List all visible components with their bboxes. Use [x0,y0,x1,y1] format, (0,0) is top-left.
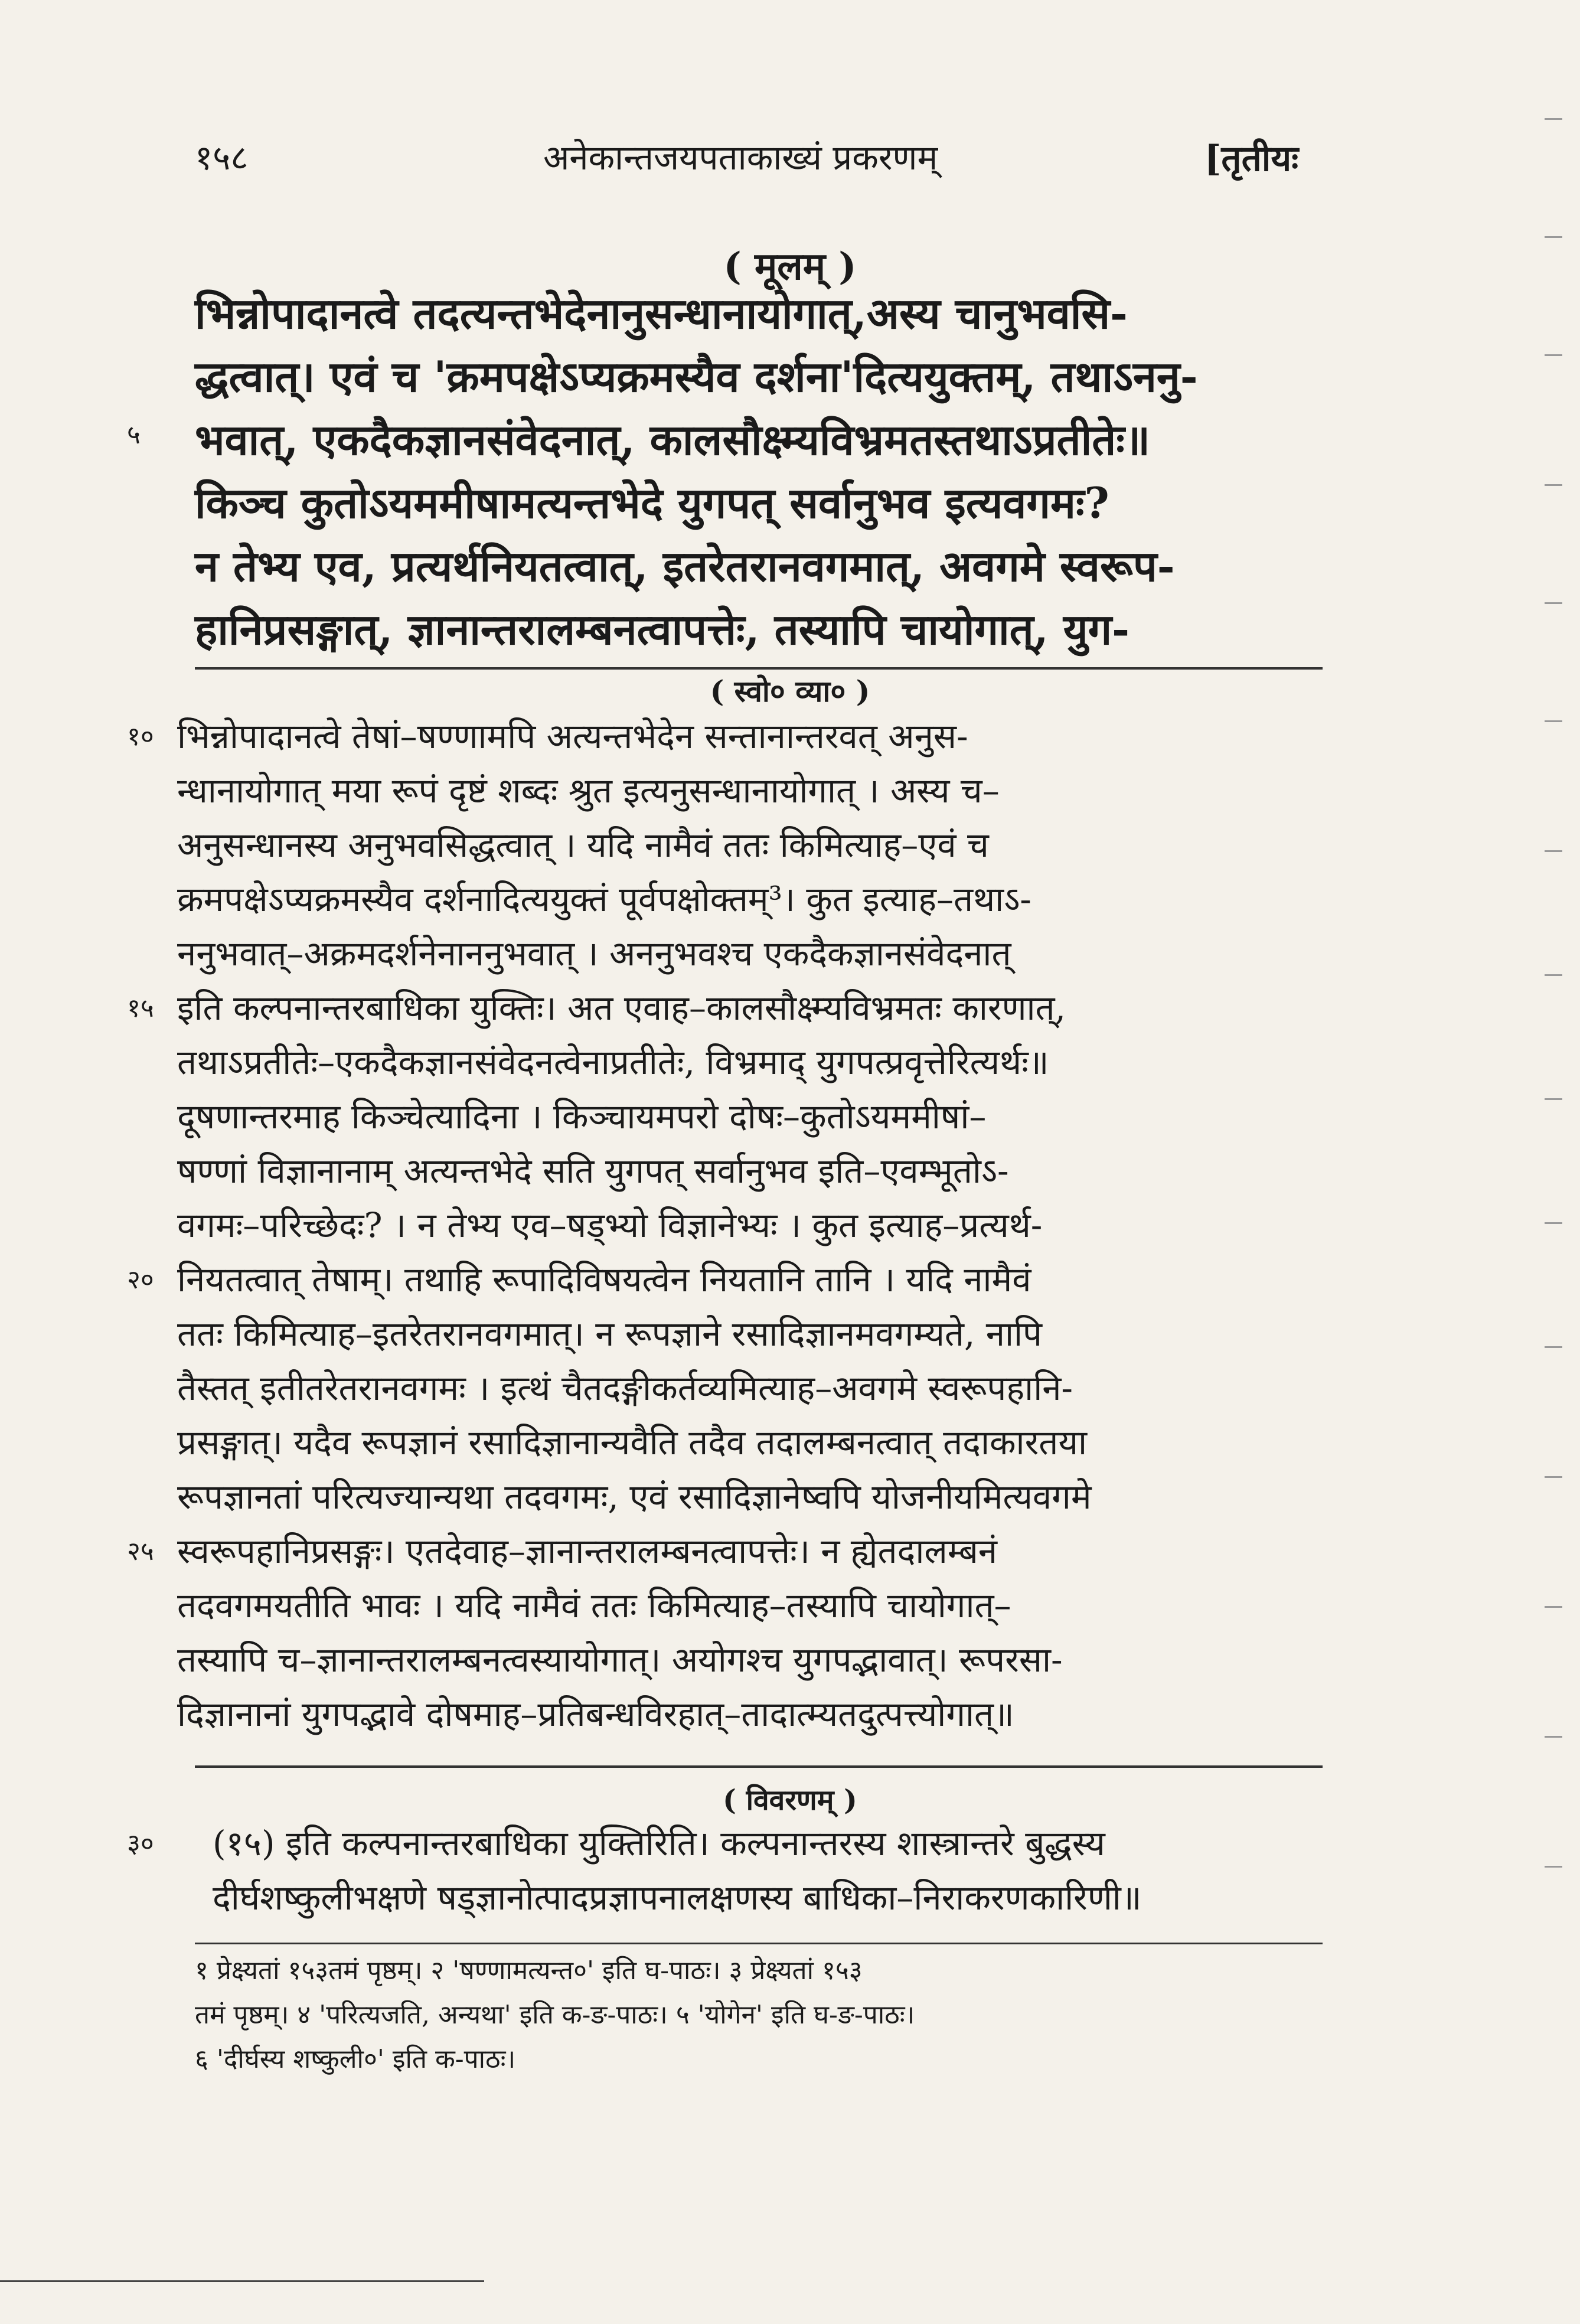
line-text: भिन्नोपादानत्वे तेषां–षण्णामपि अत्यन्तभेदेन सन्तानान्तरवत् अनुस- [177,716,968,756]
line-text: दीर्घशष्कुलीभक्षणे षड्ज्ञानोत्पादप्रज्ञापनालक्षणस्य बाधिका–निराकरणकारिणी॥ [213,1878,1142,1918]
line-text: द्धत्वात्। एवं च 'क्रमपक्षेऽप्यक्रमस्यैव दर्शना'दित्ययुक्तम्, तथाऽननु- [195,351,1198,402]
line-text: तस्यापि च–ज्ञानान्तरालम्बनत्वस्यायोगात्। अयोगश्च युगपद्भावात्। रूपरसा- [177,1640,1063,1680]
scan-bottom-edge [0,2280,484,2282]
vyakhya-bottom-rule [195,1765,1323,1768]
running-section: [तृतीयः [1204,138,1299,179]
line-text: दिज्ञानानां युगपद्भावे दोषमाह–प्रतिबन्धविरहात्–तादात्म्यतदुत्पत्त्योगात्॥ [177,1694,1014,1734]
footnote-rule [195,1943,1323,1944]
line-text: ततः किमित्याह–इतरेतरानवगमात्। न रूपज्ञाने रसादिज्ञानमवगम्यते, नापि [177,1314,1042,1354]
line-text: दूषणान्तरमाह किञ्चेत्यादिना । किञ्चायमपरो दोषः–कुतोऽयममीषां– [177,1096,987,1137]
vivarana-heading: ( विवरणम् ) [723,1784,857,1817]
footnote-text: तमं पृष्ठम्। ४ 'परित्यजति, अन्यथा' इति क-ङ-पाठः। ५ 'योगेन' इति घ-ङ-पाठः। [195,2000,915,2030]
mula-line [0,599,1580,670]
line-text: न्धानायोगात् मया रूपं दृष्टं शब्दः श्रुत इत्यनुसन्धानायोगात् । अस्य च– [177,771,1000,811]
vyakhya-heading: ( स्वो० व्या० ) [710,674,870,709]
line-text: इति कल्पनान्तरबाधिका युक्तिः। अत एवाह–कालसौक्ष्म्यविभ्रमतः कारणात्, [177,988,1066,1028]
footnote-text: ६ 'दीर्घस्य शष्कुली०' इति क-पाठः। [195,2044,516,2074]
line-text: भिन्नोपादानत्वे तदत्यन्तभेदेनानुसन्धानायोगात्,अस्य चानुभवसि- [195,288,1128,338]
running-title: अनेकान्तजयपताकाख्यं प्रकरणम् [543,138,938,178]
mula-line [0,410,1580,481]
line-number: २० [127,1265,154,1295]
footnote-line [0,2040,1580,2111]
mula-line [0,347,1580,417]
line-number: २५ [127,1536,154,1566]
line-text: नियतत्वात् तेषाम्। तथाहि रूपादिविषयत्वेन नियतानि तानि । यदि नामैवं [177,1259,1031,1300]
line-text: (१५) इति कल्पनान्तरबाधिका युक्तिरिति। कल्पनान्तरस्य शास्त्रान्तरे बुद्धस्य [213,1823,1105,1863]
page-number: १५८ [195,138,249,178]
line-text: तदवगमयतीति भावः । यदि नामैवं ततः किमित्याह–तस्यापि चायोगात्– [177,1585,1011,1626]
line-text: प्रसङ्गात्। यदैव रूपज्ञानं रसादिज्ञानान्यवैति तदैव तदालम्बनत्वात् तदाकारतया [177,1422,1088,1463]
line-text: वगमः–परिच्छेदः? । न तेभ्य एव–षड्भ्यो विज्ञानेभ्यः । कुत इत्याह–प्रत्यर्थ- [177,1205,1043,1245]
line-text: रूपज्ञानतां परित्यज्यान्यथा तदवगमः, एवं रसादिज्ञानेष्वपि योजनीयमित्यवगमे [177,1477,1092,1517]
vivarana-line [0,1873,1580,1944]
line-text: क्रमपक्षेऽप्यक्रमस्यैव दर्शनादित्ययुक्तं पूर्वपक्षोक्तम्³। कुत इत्याह–तथाऽ- [177,879,1031,919]
line-text: स्वरूपहानिप्रसङ्गः। एतदेवाह–ज्ञानान्तरालम्बनत्वापत्तेः। न ह्येतदालम्बनं [177,1531,997,1571]
line-text: तथाऽप्रतीतेः–एकदैकज्ञानसंवेदनत्वेनाप्रतीतेः, विभ्रमाद् युगपत्प्रवृत्तेरित्यर्थः॥ [177,1042,1049,1082]
line-text: तैस्तत् इतीतरेतरानवगमः । इत्थं चैतदङ्गीकर्तव्यमित्याह–अवगमे स्वरूपहानि- [177,1368,1073,1408]
line-text: किञ्च कुतोऽयममीषामत्यन्तभेदे युगपत् सर्वानुभव इत्यवगमः? [195,478,1109,528]
page-edge-marks [1527,71,1562,1960]
mula-bottom-rule [195,667,1323,670]
vyakhya-line [0,1689,1580,1760]
line-text: षण्णां विज्ञानानाम् अत्यन्तभेदे सति युगपत् सर्वानुभव इति–एवम्भूतोऽ- [177,1151,1009,1191]
line-text: न तेभ्य एव, प्रत्यर्थनियतत्वात्, इतरेतरानवगमात्, अवगमे स्वरूप- [195,541,1175,591]
line-number: १५ [127,993,154,1023]
line-text: भवात्, एकदैकज्ञानसंवेदनात्, कालसौक्ष्म्यविभ्रमतस्तथाऽप्रतीतेः॥ [195,414,1150,465]
mula-heading: ( मूलम् ) [723,244,857,289]
line-number: १० [127,722,154,752]
line-text: हानिप्रसङ्गात्, ज्ञानान्तरालम्बनत्वापत्तेः, तस्यापि चायोगात्, युग- [195,604,1129,654]
line-number: ५ [127,420,141,450]
line-number: ३० [127,1829,154,1859]
mula-line [0,283,1580,354]
line-text: अनुसन्धानस्य अनुभवसिद्धत्वात् । यदि नामैवं ततः किमित्याह–एवं च [177,825,989,865]
mula-line [0,473,1580,544]
mula-line [0,536,1580,607]
line-text: ननुभवात्–अक्रमदर्शनेनाननुभवात् । अननुभवश्च एकदैकज्ञानसंवेदनात् [177,933,1011,974]
footnote-text: १ प्रेक्ष्यतां १५३तमं पृष्ठम्। २ 'षण्णामत्यन्त०' इति घ-पाठः। ३ प्रेक्ष्यतां १५३ [195,1956,863,1986]
page-header [195,133,1317,186]
